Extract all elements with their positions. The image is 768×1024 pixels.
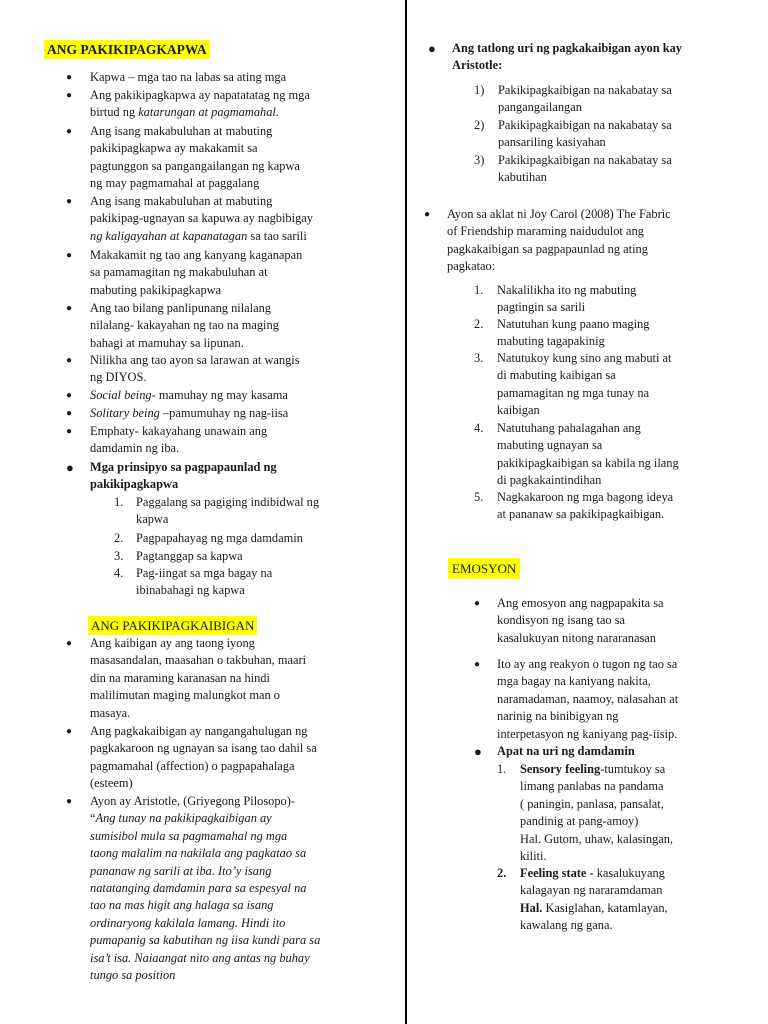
list-item-line: Makakamit ng tao ang kanyang kaganapan bbox=[90, 248, 303, 262]
numbered-item-line: Pagtanggap sa kapwa bbox=[136, 549, 243, 563]
list-item-line: pagkakaroon ng ugnayan sa isang tao dahil sa bbox=[90, 741, 317, 756]
list-item-line: Aristotle: bbox=[452, 58, 503, 73]
bullet-icon: ● bbox=[474, 598, 481, 609]
item-number: 4. bbox=[114, 566, 124, 580]
list-item-line: Ayon sa aklat ni Joy Carol (2008) The Fabric bbox=[447, 207, 671, 221]
bullet-icon: ● bbox=[66, 355, 73, 366]
list-item-line: (esteem) bbox=[90, 776, 133, 791]
list-item-line: Ang tao bilang panlipunang nilalang bbox=[90, 301, 272, 315]
numbered-item-line: Hal. Kasiglahan, katamlayan, bbox=[520, 900, 668, 915]
numbered-item-line: pakikipagkaibigan sa kabila ng ilang bbox=[497, 455, 679, 470]
list-item-line: Nilikha ang tao ayon sa larawan at wangis bbox=[90, 353, 300, 367]
list-item-line: pagmamahal (affection) o pagpapahalaga bbox=[90, 758, 295, 773]
list-item-line: pakikipagkapwa ay makakamit sa bbox=[90, 141, 258, 156]
item-number: 1) bbox=[474, 83, 485, 97]
heading-pakikipagkapwa: ANG PAKIKIPAGKAPWA bbox=[44, 40, 210, 59]
bullet-icon: ● bbox=[66, 72, 73, 83]
list-item-line: naramadaman, naamoy, nalasahan at bbox=[497, 691, 679, 706]
list-item-line: Ang pagkakaibigan ay nangangahulugan ng bbox=[90, 724, 308, 738]
list-item-line: pagkakaibigan sa pagpapaunlad ng ating bbox=[447, 241, 648, 256]
list-item-line: ng kaligayahan at kapanatagan sa tao sarili bbox=[90, 228, 307, 243]
numbered-item-line: Pakikipagkaibigan na nakabatay sa bbox=[498, 83, 672, 97]
numbered-item-line: mabuting tagapakinig bbox=[497, 334, 605, 349]
numbered-item-line: at pananaw sa pakikipagkaibigan. bbox=[497, 507, 665, 522]
list-item-line: bahagi at mamuhay sa lipunan. bbox=[90, 335, 244, 350]
list-item-line: mabuting pakikipagkapwa bbox=[90, 282, 222, 297]
bullet-icon: ● bbox=[66, 196, 73, 207]
item-number: 2. bbox=[497, 866, 507, 880]
heading-emosyon: EMOSYON bbox=[448, 558, 520, 579]
bullet-icon: ● bbox=[66, 796, 73, 807]
list-item-line: Ang pakikipagkapwa ay napatatatag ng mga bbox=[90, 88, 310, 102]
list-item-line: kasalukuyan nitong nararanasan bbox=[497, 630, 656, 645]
numbered-item-line: ibinabahagi ng kapwa bbox=[136, 583, 245, 598]
list-item-line: mga bagay na kaniyang nakita, bbox=[497, 674, 651, 689]
numbered-item-line: Nakalilikha ito ng mabuting bbox=[497, 283, 637, 297]
list-item-line: birtud ng katarungan at pagmamahal. bbox=[90, 105, 279, 120]
list-item-line: pakikipagkapwa bbox=[90, 477, 179, 492]
list-item-line: of Friendship maraming naidudulot ang bbox=[447, 224, 644, 239]
list-item-line: malilimutan maging malungkot man o bbox=[90, 688, 280, 703]
column-divider bbox=[405, 0, 407, 1024]
list-item-line: ng may pagmamahal at paggalang bbox=[90, 176, 260, 191]
list-item-line: Apat na uri ng damdamin bbox=[497, 744, 635, 758]
item-number: 2) bbox=[474, 118, 485, 132]
bullet-icon: ● bbox=[66, 638, 73, 649]
numbered-item-line: kalagayan ng nararamdaman bbox=[520, 883, 663, 898]
bullet-icon: ● bbox=[428, 41, 436, 56]
list-item-line: damdamin ng iba. bbox=[90, 441, 180, 456]
item-number: 3. bbox=[114, 549, 124, 563]
list-item-line: narinig na binibigyan ng bbox=[497, 709, 619, 724]
numbered-item-line: Nagkakaroon ng mga bagong ideya bbox=[497, 490, 674, 504]
list-item-line: isa’t isa. Naiaangat nito ang antas ng buhay bbox=[90, 950, 310, 965]
list-item-line: Ito ay ang reakyon o tugon ng tao sa bbox=[497, 657, 678, 671]
numbered-item-line: ( paningin, panlasa, pansalat, bbox=[520, 796, 664, 811]
bullet-icon: ● bbox=[66, 90, 73, 101]
list-item-line: din na maraming karanasan na hindi bbox=[90, 670, 270, 685]
numbered-item-line: Pag-iingat sa mga bagay na bbox=[136, 566, 273, 580]
numbered-item-line: Hal. Gutom, uhaw, kalasingan, bbox=[520, 831, 674, 846]
list-item-line: pumapanig sa kabutihan ng iisa kundi para sa bbox=[90, 933, 321, 948]
list-item-line: ng DIYOS. bbox=[90, 370, 147, 385]
numbered-item-line: kapwa bbox=[136, 512, 169, 527]
numbered-item-line: limang panlabas na pandama bbox=[520, 779, 664, 794]
list-item-line: pakikipag-ugnayan sa kapuwa ay nagbibigay bbox=[90, 211, 313, 226]
list-item-line: Ayon ay Aristotle, (Griyegong Pilosopo)- bbox=[90, 794, 296, 808]
bullet-icon: ● bbox=[66, 126, 73, 137]
item-number: 3. bbox=[474, 351, 484, 365]
list-item-line: masasandalan, maasahan o takbuhan, maari bbox=[90, 653, 307, 668]
item-number: 1. bbox=[474, 283, 484, 297]
numbered-item-line: kawalang ng gana. bbox=[520, 918, 613, 933]
bullet-icon: ● bbox=[474, 659, 481, 670]
bullet-icon: ● bbox=[66, 250, 73, 261]
numbered-item-line: kaibigan bbox=[497, 403, 540, 418]
numbered-item-line: pansariling kasiyahan bbox=[498, 135, 606, 150]
item-number: 2. bbox=[474, 317, 484, 331]
numbered-item-line: di pagkakaintindihan bbox=[497, 473, 602, 488]
numbered-item-line: mabuting ugnayan sa bbox=[497, 438, 603, 453]
list-item-line: sa pamamagitan ng makabuluhan at bbox=[90, 265, 268, 280]
list-item-line: Ang isang makabuluhan at mabuting bbox=[90, 194, 273, 208]
bullet-icon: ● bbox=[66, 303, 73, 314]
list-item-line: Ang emosyon ang nagpapakita sa bbox=[497, 596, 664, 610]
item-number: 1. bbox=[114, 495, 124, 509]
numbered-item-line: kabutihan bbox=[498, 170, 547, 185]
bullet-icon: ● bbox=[66, 426, 73, 437]
item-number: 4. bbox=[474, 421, 484, 435]
list-item-line: tungo sa position bbox=[90, 968, 176, 982]
list-item-line: Solitary being –pamumuhay ng nag-iisa bbox=[90, 406, 289, 420]
list-item-line: pagtunggon sa pangangailangan ng kapwa bbox=[90, 158, 300, 173]
numbered-item-line: Paggalang sa pagiging indibidwal ng bbox=[136, 495, 320, 509]
list-item-line: Mga prinsipyo sa pagpapaunlad ng bbox=[90, 460, 277, 474]
numbered-item-line: pamamagitan ng mga tunay na bbox=[497, 385, 650, 400]
numbered-item-line: Pagpapahayag ng mga damdamin bbox=[136, 531, 303, 545]
list-item-line: taong malalim na nakilala ang pagkatao sa bbox=[90, 846, 307, 861]
list-item-line: “Ang tunay na pakikipagkaibigan ay bbox=[90, 811, 272, 826]
bullet-icon: ● bbox=[424, 209, 431, 220]
bullet-icon: ● bbox=[66, 460, 74, 475]
list-item-line: pananaw ng sarili at iba. Ito’y isang bbox=[90, 863, 272, 878]
bullet-icon: ● bbox=[474, 744, 482, 759]
list-item-line: Social being- mamuhay ng may kasama bbox=[90, 388, 288, 402]
list-item-line: masaya. bbox=[90, 705, 131, 720]
list-item-line: interpetasyon ng kaniyang pag-iisip. bbox=[497, 726, 678, 741]
item-number: 5. bbox=[474, 490, 484, 504]
list-item-line: Kapwa – mga tao na labas sa ating mga bbox=[90, 70, 287, 84]
list-item-line: Ang isang makabuluhan at mabuting bbox=[90, 124, 273, 138]
numbered-item-line: Sensory feeling-tumtukoy sa bbox=[520, 762, 666, 776]
list-item-line: Ang tatlong uri ng pagkakaibigan ayon kay bbox=[452, 41, 682, 55]
numbered-item-line: pagtingin sa sarili bbox=[497, 300, 586, 315]
item-number: 2. bbox=[114, 531, 124, 545]
list-item-line: natatanging damdamin para sa espesyal na bbox=[90, 881, 307, 895]
list-item-line: sumisibol mula sa pagmamahal ng mga bbox=[90, 828, 288, 843]
numbered-item-line: pangangailangan bbox=[498, 100, 582, 115]
numbered-item-line: Pakikipagkaibigan na nakabatay sa bbox=[498, 153, 672, 167]
heading-pakikipagkaibigan: ANG PAKIKIPAGKAIBIGAN bbox=[88, 616, 257, 635]
list-item-line: nilalang- kakayahan ng tao na maging bbox=[90, 318, 279, 333]
numbered-item-line: Natutuhang pahalagahan ang bbox=[497, 421, 641, 435]
numbered-item-line: Feeling state - kasalukuyang bbox=[520, 866, 665, 880]
list-item-line: Emphaty- kakayahang unawain ang bbox=[90, 424, 268, 438]
numbered-item-line: Natutukoy kung sino ang mabuti at bbox=[497, 351, 672, 365]
item-number: 1. bbox=[497, 762, 507, 776]
bullet-icon: ● bbox=[66, 390, 73, 401]
numbered-item-line: di mabuting kaibigan sa bbox=[497, 368, 616, 383]
bullet-icon: ● bbox=[66, 726, 73, 737]
bullet-icon: ● bbox=[66, 408, 73, 419]
list-item-line: Ang kaibigan ay ang taong iyong bbox=[90, 636, 255, 650]
numbered-item-line: Natutuhan kung paano maging bbox=[497, 317, 650, 331]
numbered-item-line: Pakikipagkaibigan na nakabatay sa bbox=[498, 118, 672, 132]
list-item-line: pagkatao: bbox=[447, 259, 496, 274]
list-item-line: tao na mas higit ang halaga sa isang bbox=[90, 898, 274, 913]
numbered-item-line: pandinig at pang-amoy) bbox=[520, 814, 639, 829]
list-item-line: kondisyon ng isang tao sa bbox=[497, 613, 626, 628]
list-item-line: ordinaryong kakilala lamang. Hindi ito bbox=[90, 915, 286, 930]
numbered-item-line: kiliti. bbox=[520, 849, 547, 863]
item-number: 3) bbox=[474, 153, 485, 167]
